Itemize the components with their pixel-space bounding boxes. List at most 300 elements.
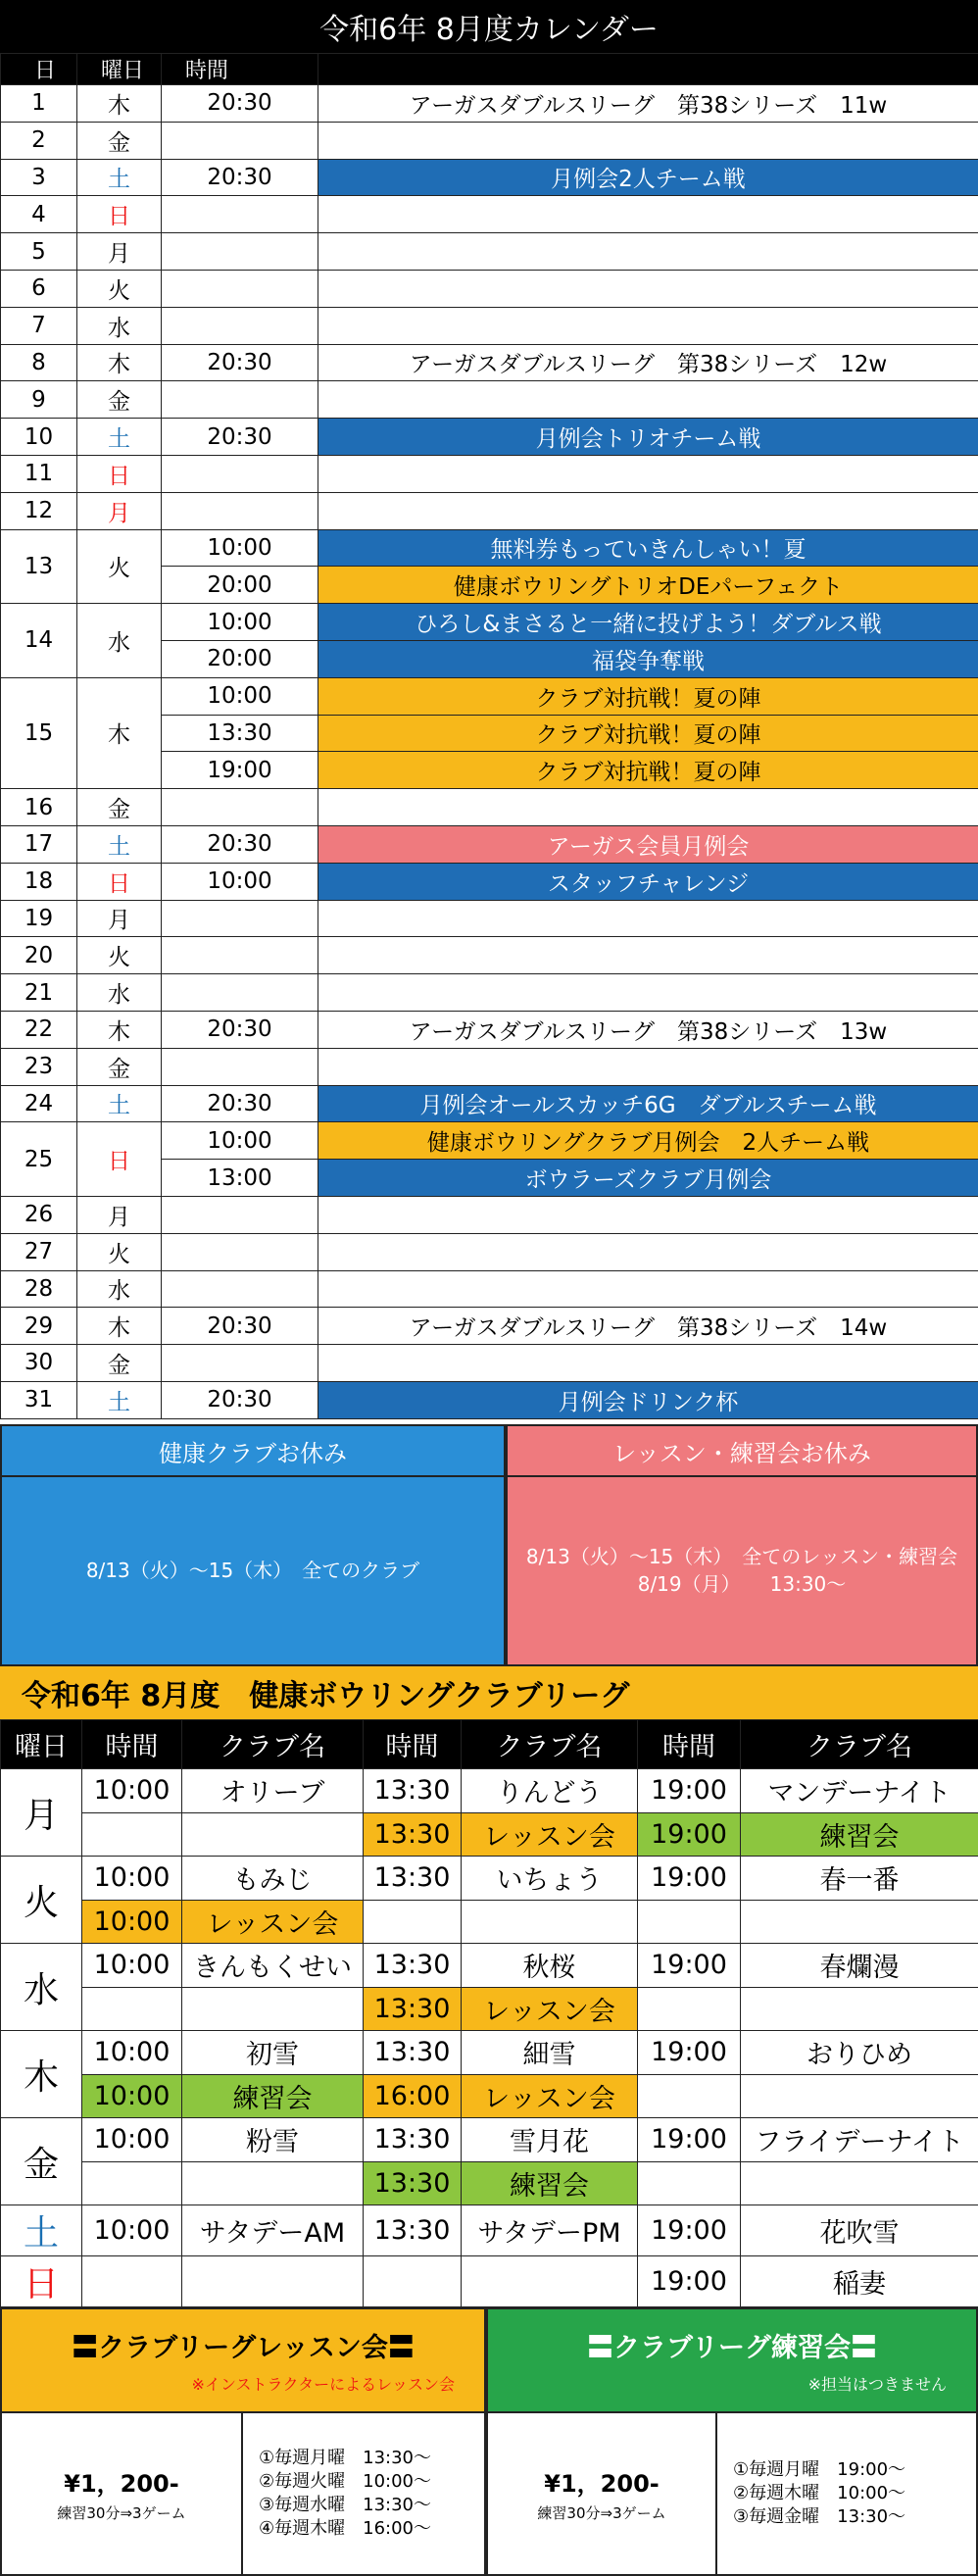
calendar-event-time: 20:30 [162, 1011, 318, 1048]
calendar-weekday: 金 [77, 1345, 162, 1382]
calendar-event-label [318, 492, 978, 529]
calendar-event-label [318, 1048, 978, 1085]
calendar-event-time: 20:30 [162, 85, 318, 123]
calendar-event-label [318, 122, 978, 159]
league-club-name [182, 2256, 364, 2307]
league-time [82, 2161, 182, 2205]
calendar-event-label [318, 381, 978, 419]
calendar-day-number: 9 [1, 381, 77, 419]
league-club-name [741, 1987, 978, 2031]
calendar-day-number: 27 [1, 1233, 77, 1270]
practice-info-note: ※担当はつきません [807, 2375, 947, 2394]
calendar-event-label [318, 196, 978, 233]
calendar-event-time: 19:00 [162, 752, 318, 789]
calendar-event-time: 10:00 [162, 529, 318, 567]
practice-schedule-item: ②毎週木曜 10:00～ [733, 2483, 906, 2503]
league-header-club: クラブ名 [462, 1720, 638, 1769]
calendar-event-label [318, 233, 978, 271]
calendar-day-number: 26 [1, 1196, 77, 1233]
lesson-schedule-item: ②毎週火曜 10:00～ [259, 2471, 432, 2492]
calendar-event-label: クラブ対抗戦！夏の陣 [318, 677, 978, 715]
calendar-weekday: 月 [77, 233, 162, 271]
calendar-event-label [318, 1196, 978, 1233]
calendar-event-time: 10:00 [162, 863, 318, 900]
calendar-weekday: 日 [77, 196, 162, 233]
calendar-event-time: 20:30 [162, 344, 318, 381]
calendar-event-label: 福袋争奪戦 [318, 640, 978, 677]
lesson-info-head [2, 2309, 484, 2413]
practice-schedule [717, 2413, 976, 2574]
calendar-event-label [318, 307, 978, 344]
league-time [638, 2074, 741, 2118]
calendar-event-time [162, 974, 318, 1012]
league-time: 10:00 [82, 1900, 182, 1944]
league-club-name: レッスン会 [182, 1900, 364, 1944]
calendar-event-label: 健康ボウリングクラブ月例会 2人チーム戦 [318, 1122, 978, 1160]
league-time [364, 2256, 462, 2307]
calendar-header-row [1, 54, 978, 85]
calendar-day-number: 16 [1, 789, 77, 826]
holiday-lesson-title: レッスン・練習会お休み [508, 1426, 976, 1477]
calendar-event-label: アーガスダブルスリーグ 第38シリーズ 12w [318, 344, 978, 381]
calendar-event-time [162, 1270, 318, 1308]
calendar-weekday: 月 [77, 492, 162, 529]
holiday-panel-lesson [506, 1424, 978, 1666]
calendar-event-time [162, 122, 318, 159]
league-club-name: 春一番 [741, 1857, 978, 1901]
calendar-day-number: 8 [1, 344, 77, 381]
calendar-day-number: 31 [1, 1381, 77, 1418]
calendar-event-time [162, 307, 318, 344]
calendar-event-time [162, 937, 318, 974]
calendar-day-number: 18 [1, 863, 77, 900]
practice-price-sub: 練習30分⇒3ゲーム [537, 2504, 666, 2522]
league-header-time: 時間 [638, 1720, 741, 1769]
league-club-name: 練習会 [741, 1812, 978, 1857]
calendar-event-label [318, 270, 978, 307]
calendar-event-time [162, 789, 318, 826]
calendar-weekday: 金 [77, 381, 162, 419]
league-row [1, 2205, 978, 2256]
calendar-day-number: 23 [1, 1048, 77, 1085]
header-time: 時間 [162, 54, 318, 85]
header-weekday: 曜日 [77, 54, 162, 85]
lesson-schedule-item: ④毎週木曜 16:00～ [259, 2518, 432, 2539]
league-row [1, 1900, 978, 1944]
calendar-day-number: 28 [1, 1270, 77, 1308]
league-club-name: 粉雪 [182, 2118, 364, 2162]
lesson-price: ¥1，200- [64, 2470, 179, 2498]
calendar-event-time: 20:30 [162, 1381, 318, 1418]
calendar-weekday: 金 [77, 789, 162, 826]
league-time: 19:00 [638, 2118, 741, 2162]
practice-price-box [488, 2413, 717, 2574]
league-club-name [741, 1900, 978, 1944]
league-time: 13:30 [364, 1944, 462, 1988]
calendar-weekday: 土 [77, 1381, 162, 1418]
calendar-event-time [162, 900, 318, 937]
calendar-event-time [162, 196, 318, 233]
calendar-weekday: 木 [77, 85, 162, 123]
league-time: 19:00 [638, 2031, 741, 2075]
league-time: 10:00 [82, 2205, 182, 2256]
league-club-name: サタデーPM [462, 2205, 638, 2256]
practice-price: ¥1，200- [544, 2470, 660, 2498]
league-row [1, 2256, 978, 2307]
calendar-event-label: アーガスダブルスリーグ 第38シリーズ 11w [318, 85, 978, 123]
league-time [364, 1900, 462, 1944]
league-row [1, 1812, 978, 1857]
calendar-row [1, 122, 978, 159]
calendar-weekday: 土 [77, 159, 162, 196]
calendar-row [1, 159, 978, 196]
calendar-weekday: 日 [77, 863, 162, 900]
lesson-price-box [2, 2413, 243, 2574]
league-club-name: オリーブ [182, 1769, 364, 1813]
calendar-row [1, 825, 978, 863]
league-header-time: 時間 [364, 1720, 462, 1769]
league-row [1, 1769, 978, 1813]
holiday-lesson-body [508, 1477, 976, 1663]
league-club-name [462, 2256, 638, 2307]
calendar-weekday: 木 [77, 1308, 162, 1345]
league-club-name: マンデーナイト [741, 1769, 978, 1813]
calendar-row [1, 233, 978, 271]
league-club-name: もみじ [182, 1857, 364, 1901]
league-time [638, 2161, 741, 2205]
calendar-day-number: 3 [1, 159, 77, 196]
league-header-weekday: 曜日 [1, 1720, 82, 1769]
calendar-row [1, 1122, 978, 1160]
league-time [82, 1812, 182, 1857]
calendar-row [1, 1011, 978, 1048]
league-time: 13:30 [364, 1812, 462, 1857]
league-time: 13:30 [364, 1857, 462, 1901]
league-club-name: フライデーナイト [741, 2118, 978, 2162]
league-club-name: レッスン会 [462, 2074, 638, 2118]
calendar-row [1, 604, 978, 641]
calendar-row [1, 492, 978, 529]
lesson-info-title: 〓クラブリーグレッスン会〓 [72, 2333, 415, 2363]
holiday-club-body [2, 1477, 504, 1663]
calendar-weekday: 金 [77, 1048, 162, 1085]
league-time [638, 1900, 741, 1944]
league-time: 19:00 [638, 1812, 741, 1857]
calendar-row [1, 307, 978, 344]
calendar-event-label [318, 937, 978, 974]
calendar-event-time: 13:00 [162, 1160, 318, 1197]
calendar-weekday: 水 [77, 604, 162, 678]
calendar-day-number: 17 [1, 825, 77, 863]
calendar-row [1, 1048, 978, 1085]
league-club-name [741, 2074, 978, 2118]
league-weekday: 水 [1, 1944, 82, 2031]
holiday-club-title: 健康クラブお休み [2, 1426, 504, 1477]
league-time: 19:00 [638, 1857, 741, 1901]
calendar-event-label: 月例会ドリンク杯 [318, 1381, 978, 1418]
league-row [1, 2074, 978, 2118]
league-weekday: 月 [1, 1769, 82, 1857]
league-title: 令和6年 8月度 健康ボウリングクラブリーグ [0, 1666, 978, 1719]
calendar-weekday: 日 [77, 1122, 162, 1197]
calendar-event-label [318, 900, 978, 937]
league-club-name: 雪月花 [462, 2118, 638, 2162]
league-time: 10:00 [82, 2031, 182, 2075]
league-time: 16:00 [364, 2074, 462, 2118]
league-row [1, 2161, 978, 2205]
calendar-table [0, 53, 978, 1419]
league-row [1, 2031, 978, 2075]
league-club-name: りんどう [462, 1769, 638, 1813]
league-time: 13:30 [364, 2205, 462, 2256]
calendar-event-time: 20:00 [162, 567, 318, 604]
league-club-name: 練習会 [182, 2074, 364, 2118]
calendar-row [1, 789, 978, 826]
calendar-row [1, 270, 978, 307]
league-row [1, 1987, 978, 2031]
calendar-event-label: ひろし&まさると一緒に投げよう！ダブルス戦 [318, 604, 978, 641]
calendar-row [1, 419, 978, 456]
calendar-row [1, 1085, 978, 1122]
calendar-row [1, 1196, 978, 1233]
calendar-event-time: 20:30 [162, 1085, 318, 1122]
practice-schedule-item: ①毎週月曜 19:00～ [733, 2459, 906, 2480]
calendar-event-label: アーガスダブルスリーグ 第38シリーズ 14w [318, 1308, 978, 1345]
lesson-schedule [243, 2413, 484, 2574]
lesson-schedule-item: ③毎週水曜 13:30～ [259, 2495, 432, 2515]
league-club-name: レッスン会 [462, 1987, 638, 2031]
calendar-event-label: ボウラーズクラブ月例会 [318, 1160, 978, 1197]
header-event [318, 54, 978, 85]
league-time: 13:30 [364, 2161, 462, 2205]
calendar-event-label [318, 789, 978, 826]
league-club-name: 細雪 [462, 2031, 638, 2075]
calendar-event-time: 10:00 [162, 604, 318, 641]
calendar-row [1, 677, 978, 715]
league-time: 13:30 [364, 2031, 462, 2075]
calendar-weekday: 土 [77, 825, 162, 863]
calendar-row [1, 1270, 978, 1308]
calendar-event-label [318, 974, 978, 1012]
calendar-day-number: 6 [1, 270, 77, 307]
calendar-day-number: 20 [1, 937, 77, 974]
calendar-row [1, 1381, 978, 1418]
calendar-weekday: 火 [77, 529, 162, 604]
league-time: 10:00 [82, 2118, 182, 2162]
league-header-time: 時間 [82, 1720, 182, 1769]
calendar-event-label: 月例会オールスカッチ6G ダブルスチーム戦 [318, 1085, 978, 1122]
practice-info-head [488, 2309, 976, 2413]
lesson-schedule-item: ①毎週月曜 13:30～ [259, 2448, 432, 2468]
calendar-event-label: 月例会2人チーム戦 [318, 159, 978, 196]
calendar-weekday: 月 [77, 1196, 162, 1233]
calendar-day-number: 22 [1, 1011, 77, 1048]
holiday-lesson-line: 8/19（月） 13:30～ [637, 1572, 847, 1596]
calendar-weekday: 月 [77, 900, 162, 937]
league-club-name: 春爛漫 [741, 1944, 978, 1988]
calendar-weekday: 木 [77, 344, 162, 381]
calendar-day-number: 24 [1, 1085, 77, 1122]
calendar-day-number: 12 [1, 492, 77, 529]
league-club-name [741, 2161, 978, 2205]
league-row [1, 2118, 978, 2162]
league-time: 10:00 [82, 1769, 182, 1813]
calendar-day-number: 4 [1, 196, 77, 233]
calendar-day-number: 11 [1, 455, 77, 492]
league-club-name: 稲妻 [741, 2256, 978, 2307]
calendar-row [1, 455, 978, 492]
calendar-weekday: 水 [77, 1270, 162, 1308]
league-weekday: 日 [1, 2256, 82, 2307]
calendar-day-number: 14 [1, 604, 77, 678]
calendar-event-time [162, 233, 318, 271]
league-time: 19:00 [638, 2205, 741, 2256]
calendar-event-time: 20:30 [162, 1308, 318, 1345]
calendar-row [1, 344, 978, 381]
calendar-event-label [318, 1345, 978, 1382]
calendar-event-label: スタッフチャレンジ [318, 863, 978, 900]
league-row [1, 1944, 978, 1988]
lesson-info-body [2, 2413, 484, 2574]
calendar-event-time [162, 270, 318, 307]
calendar-event-label: 無料券もっていきんしゃい！夏 [318, 529, 978, 567]
calendar-event-time: 20:30 [162, 419, 318, 456]
league-time: 13:30 [364, 1769, 462, 1813]
calendar-day-number: 29 [1, 1308, 77, 1345]
calendar-weekday: 日 [77, 455, 162, 492]
league-time: 19:00 [638, 1944, 741, 1988]
lesson-info-note: ※インストラクターによるレッスン会 [191, 2375, 455, 2394]
calendar-day-number: 1 [1, 85, 77, 123]
league-time: 10:00 [82, 2074, 182, 2118]
practice-info-body [488, 2413, 976, 2574]
calendar-day-number: 19 [1, 900, 77, 937]
league-row [1, 1857, 978, 1901]
calendar-row [1, 900, 978, 937]
calendar-row [1, 529, 978, 567]
practice-info-title: 〓クラブリーグ練習会〓 [587, 2333, 877, 2363]
holiday-lesson-line: 8/13（火）～15（木） 全てのレッスン・練習会 [525, 1545, 958, 1568]
league-club-name: サタデーAM [182, 2205, 364, 2256]
league-header-club: クラブ名 [741, 1720, 978, 1769]
calendar-event-time: 20:30 [162, 159, 318, 196]
calendar-title: 令和6年 8月度カレンダー [0, 0, 978, 53]
league-club-name: 初雪 [182, 2031, 364, 2075]
practice-info-panel [486, 2307, 978, 2576]
calendar-event-time [162, 1345, 318, 1382]
league-table [0, 1719, 978, 2307]
calendar-day-number: 2 [1, 122, 77, 159]
calendar-event-time [162, 492, 318, 529]
league-club-name [182, 1812, 364, 1857]
lesson-info-panel [0, 2307, 486, 2576]
calendar-weekday: 木 [77, 677, 162, 788]
holiday-club-line: 8/13（火）～15（木） 全てのクラブ [85, 1559, 420, 1582]
league-club-name: 練習会 [462, 2161, 638, 2205]
league-club-name [462, 1900, 638, 1944]
calendar-day-number: 13 [1, 529, 77, 604]
league-club-name: 花吹雪 [741, 2205, 978, 2256]
league-time: 19:00 [638, 1769, 741, 1813]
calendar-weekday: 水 [77, 974, 162, 1012]
calendar-event-label: クラブ対抗戦！夏の陣 [318, 752, 978, 789]
calendar-event-time: 20:00 [162, 640, 318, 677]
calendar-weekday: 火 [77, 270, 162, 307]
calendar-event-label [318, 455, 978, 492]
calendar-event-label: アーガス会員月例会 [318, 825, 978, 863]
practice-schedule-item: ③毎週金曜 13:30～ [733, 2506, 906, 2527]
calendar-day-number: 15 [1, 677, 77, 788]
calendar-event-label [318, 1270, 978, 1308]
league-time: 10:00 [82, 1944, 182, 1988]
calendar-row [1, 381, 978, 419]
calendar-weekday: 金 [77, 122, 162, 159]
league-club-name: 秋桜 [462, 1944, 638, 1988]
calendar-event-time [162, 1196, 318, 1233]
league-club-name: おりひめ [741, 2031, 978, 2075]
calendar-day-number: 30 [1, 1345, 77, 1382]
calendar-weekday: 土 [77, 1085, 162, 1122]
league-weekday: 金 [1, 2118, 82, 2205]
calendar-event-time: 20:30 [162, 825, 318, 863]
calendar-row [1, 85, 978, 123]
calendar-row [1, 974, 978, 1012]
calendar-event-time: 10:00 [162, 1122, 318, 1160]
calendar-row [1, 1233, 978, 1270]
calendar-row [1, 1308, 978, 1345]
calendar-row [1, 1345, 978, 1382]
league-club-name [182, 2161, 364, 2205]
header-day: 日 [1, 54, 77, 85]
league-time [638, 1987, 741, 2031]
league-club-name: いちょう [462, 1857, 638, 1901]
league-time: 10:00 [82, 1857, 182, 1901]
calendar-day-number: 5 [1, 233, 77, 271]
calendar-day-number: 21 [1, 974, 77, 1012]
calendar-weekday: 木 [77, 1011, 162, 1048]
league-club-name: きんもくせい [182, 1944, 364, 1988]
calendar-event-time [162, 381, 318, 419]
calendar-event-time [162, 455, 318, 492]
calendar-event-label: 健康ボウリングトリオDEパーフェクト [318, 567, 978, 604]
calendar-weekday: 水 [77, 307, 162, 344]
calendar-event-label: クラブ対抗戦！夏の陣 [318, 715, 978, 752]
calendar-event-label: 月例会トリオチーム戦 [318, 419, 978, 456]
league-club-name: レッスン会 [462, 1812, 638, 1857]
league-time: 13:30 [364, 2118, 462, 2162]
league-weekday: 土 [1, 2205, 82, 2256]
league-time: 19:00 [638, 2256, 741, 2307]
league-header-row [1, 1720, 978, 1769]
league-header-club: クラブ名 [182, 1720, 364, 1769]
calendar-row [1, 863, 978, 900]
calendar-day-number: 7 [1, 307, 77, 344]
league-time: 13:30 [364, 1987, 462, 2031]
calendar-event-time: 13:30 [162, 715, 318, 752]
calendar-event-time [162, 1048, 318, 1085]
calendar-day-number: 25 [1, 1122, 77, 1197]
calendar-day-number: 10 [1, 419, 77, 456]
calendar-event-label [318, 1233, 978, 1270]
calendar-event-time: 10:00 [162, 677, 318, 715]
league-time [82, 1987, 182, 2031]
calendar-row [1, 937, 978, 974]
lesson-price-sub: 練習30分⇒3ゲーム [57, 2504, 186, 2522]
calendar-event-label: アーガスダブルスリーグ 第38シリーズ 13w [318, 1011, 978, 1048]
league-club-name [182, 1987, 364, 2031]
league-weekday: 木 [1, 2031, 82, 2118]
calendar-weekday: 土 [77, 419, 162, 456]
